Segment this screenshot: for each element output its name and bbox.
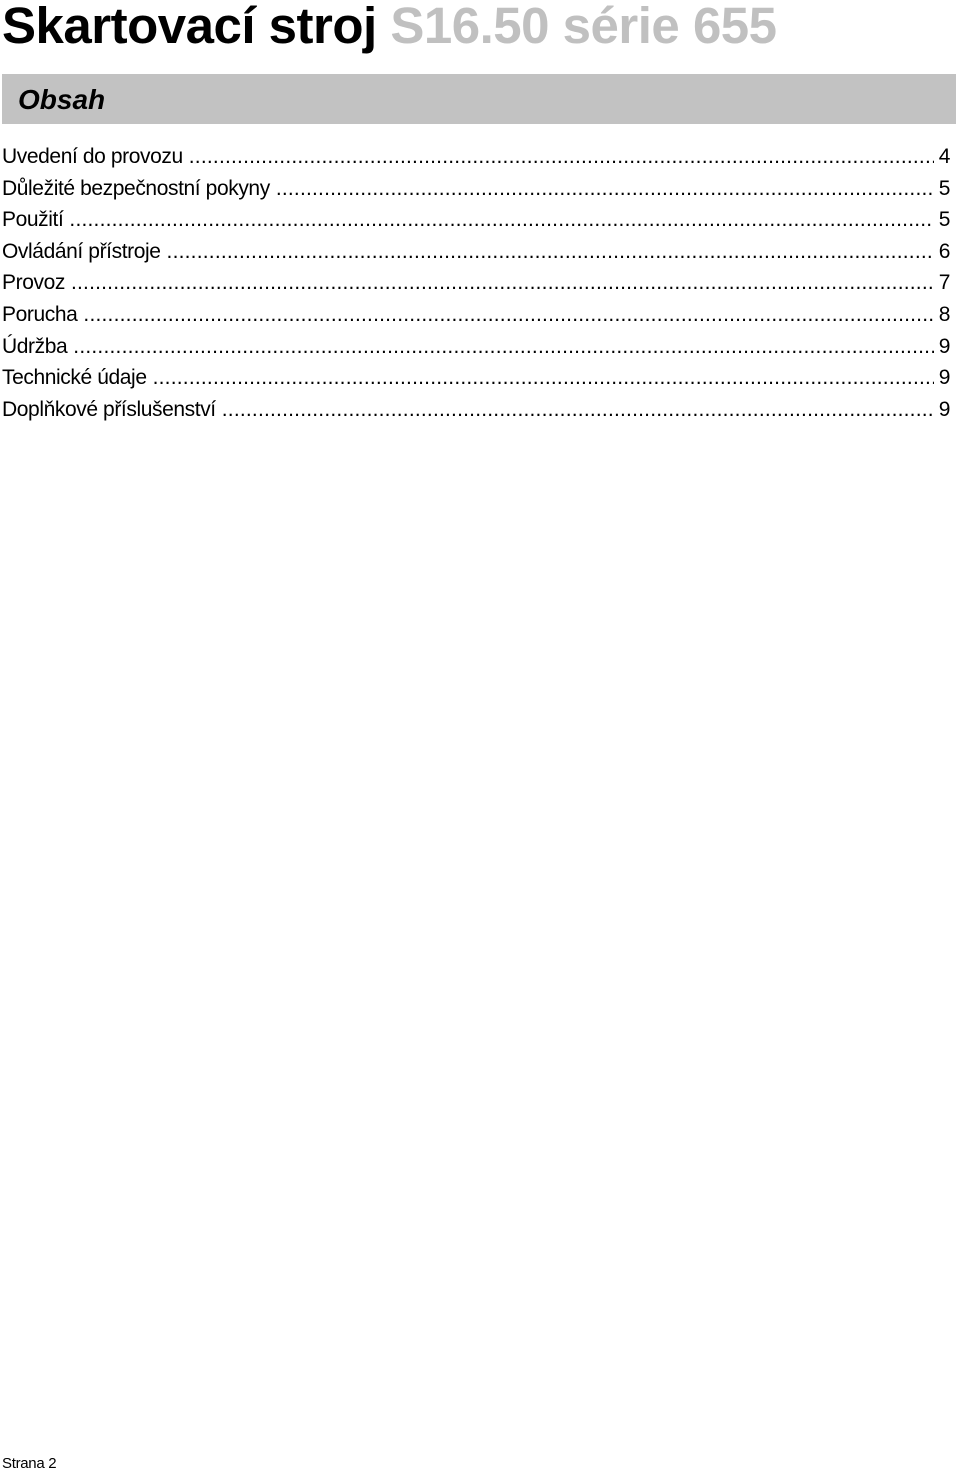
- page-number-footer: Strana 2: [2, 1455, 57, 1472]
- toc-entry-page: 9: [938, 397, 950, 421]
- toc-entry-label: Technické údaje: [2, 366, 147, 390]
- toc-entry-label: Údržba: [2, 334, 68, 358]
- toc-dot-leader: [71, 267, 934, 299]
- toc-entry-label: Doplňkové příslušenství: [2, 397, 216, 421]
- toc-entry: [2, 362, 950, 394]
- table-of-contents: [2, 141, 950, 425]
- toc-entry-label: Porucha: [2, 302, 78, 326]
- toc-entry-label: Použití: [2, 208, 64, 232]
- document-title-model: S16.50 série 655: [390, 0, 777, 54]
- toc-entry: [2, 141, 950, 173]
- toc-dot-leader: [222, 394, 934, 426]
- toc-entry-page: 4: [938, 145, 950, 168]
- toc-entry-label: Ovládání přístroje: [2, 239, 161, 263]
- toc-entry: [2, 331, 950, 363]
- toc-dot-leader: [69, 204, 933, 236]
- section-header-bar: [2, 74, 956, 124]
- toc-entry-page: 9: [938, 334, 950, 358]
- toc-entry-label: Provoz: [2, 271, 65, 295]
- toc-entry: [2, 299, 950, 331]
- toc-entry-page: 7: [938, 271, 950, 295]
- toc-dot-leader: [73, 331, 933, 363]
- toc-dot-leader: [153, 362, 934, 394]
- toc-dot-leader: [189, 141, 934, 173]
- toc-entry: [2, 394, 950, 426]
- toc-dot-leader: [276, 173, 934, 205]
- toc-entry-page: 5: [938, 208, 950, 232]
- document-title-main: Skartovací stroj: [2, 0, 377, 54]
- toc-entry: [2, 204, 950, 236]
- section-title: Obsah: [18, 84, 106, 115]
- toc-entry: [2, 173, 950, 205]
- toc-entry-label: Důležité bezpečnostní pokyny: [2, 176, 270, 200]
- toc-entry-page: 6: [938, 239, 950, 263]
- document-title: [2, 0, 777, 56]
- toc-dot-leader: [83, 299, 933, 331]
- toc-entry-page: 9: [938, 366, 950, 390]
- toc-entry-label: Uvedení do provozu: [2, 145, 183, 168]
- toc-dot-leader: [167, 236, 934, 268]
- toc-entry-page: 8: [938, 302, 950, 326]
- toc-entry: [2, 267, 950, 299]
- toc-entry-page: 5: [938, 176, 950, 200]
- toc-entry: [2, 236, 950, 268]
